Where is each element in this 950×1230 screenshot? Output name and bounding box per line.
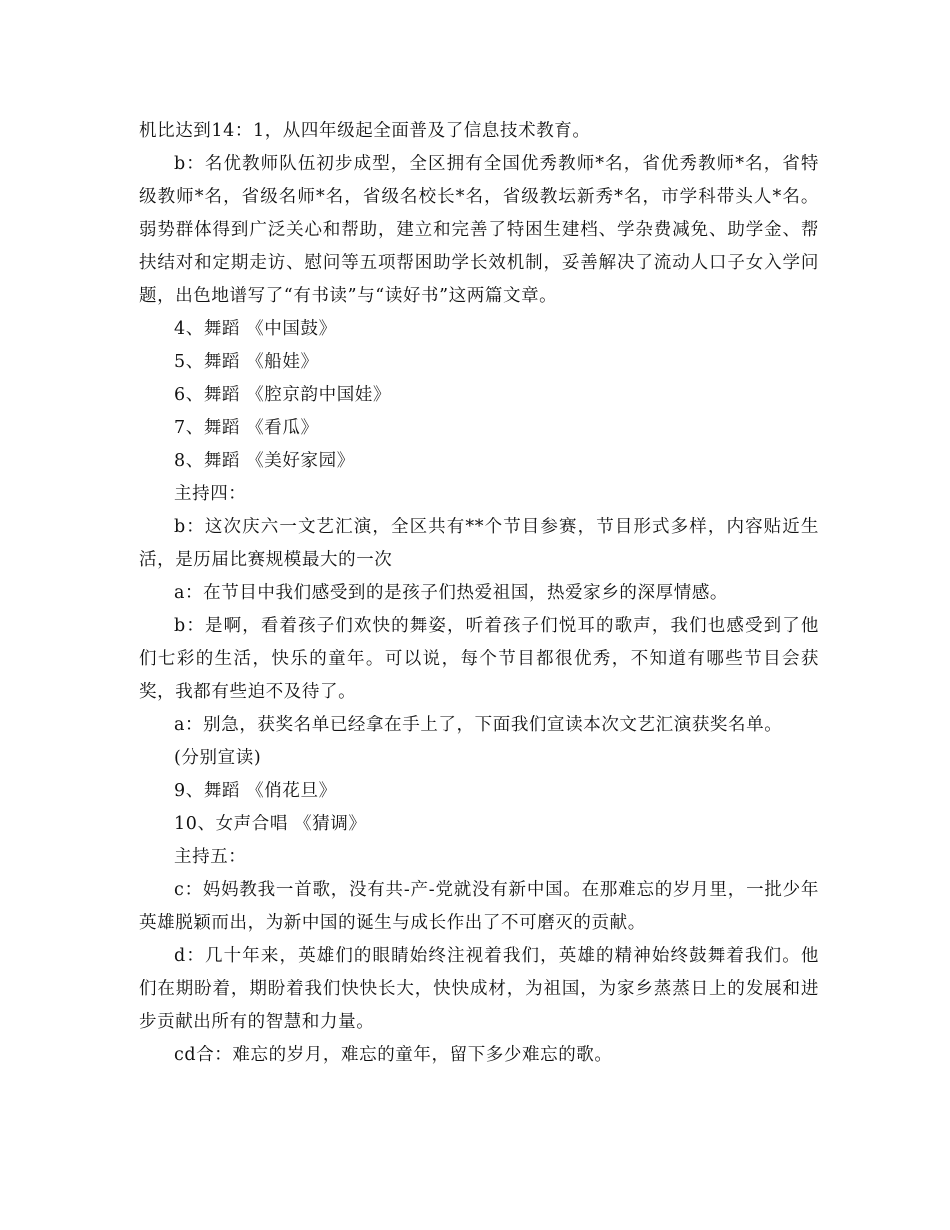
program-item: 7、舞蹈 《看瓜》: [174, 418, 319, 438]
program-item: 10、女声合唱 《猜调》: [174, 814, 367, 834]
document-body: [139, 115, 819, 1072]
program-item: 8、舞蹈 《美好家园》: [174, 451, 355, 471]
program-item: 4、舞蹈 《中国鼓》: [174, 319, 337, 339]
program-item: 6、舞蹈 《腔京韵中国娃》: [174, 385, 391, 405]
section-heading: 主持五：: [174, 847, 247, 867]
paragraph: c：妈妈教我一首歌，没有共-产-党就没有新中国。在那难忘的岁月里，一批少年英雄脱颖而出，为新中国的诞生与成长作出了不可磨灭的贡献。: [139, 880, 819, 933]
paragraph: 机比达到14：1，从四年级起全面普及了信息技术教育。: [139, 121, 591, 141]
stage-note: (分别宣读): [174, 748, 262, 768]
paragraph: b：这次庆六一文艺汇演，全区共有**个节目参赛，节目形式多样，内容贴近生活，是历届比赛规模最大的一次: [139, 517, 819, 570]
section-heading: 主持四：: [174, 484, 247, 504]
paragraph: a：在节目中我们感受到的是孩子们热爱祖国，热爱家乡的深厚情感。: [174, 583, 729, 603]
program-item: 9、舞蹈 《俏花旦》: [174, 781, 337, 801]
paragraph: b：是啊，看着孩子们欢快的舞姿，听着孩子们悦耳的歌声，我们也感受到了他们七彩的生活，快乐的童年。可以说，每个节目都很优秀，不知道有哪些节目会获奖，我都有些迫不及待了。: [139, 616, 819, 702]
program-item: 5、舞蹈 《船娃》: [174, 352, 319, 372]
paragraph: cd合：难忘的岁月，难忘的童年，留下多少难忘的歌。: [174, 1045, 613, 1065]
paragraph: b：名优教师队伍初步成型，全区拥有全国优秀教师*名，省优秀教师*名，省特级教师*名，省级名师*名，省级名校长*名，省级教坛新秀*名，市学科带头人*名。弱势群体得到广泛关心和帮助，建立和完善了特困生建档、学杂费减免、助学金、帮扶结对和定期走访、慰问等五项帮困助学长效机制，妥善解决了流动人口子女入学问题，出色地谱写了“有书读”与“读好书”这两篇文章。: [139, 154, 819, 306]
paragraph: a：别急，获奖名单已经拿在手上了，下面我们宣读本次文艺汇演获奖名单。: [174, 715, 783, 735]
paragraph: d：几十年来，英雄们的眼睛始终注视着我们，英雄的精神始终鼓舞着我们。他们在期盼着，期盼着我们快快长大，快快成材，为祖国，为家乡蒸蒸日上的发展和进步贡献出所有的智慧和力量。: [139, 946, 819, 1032]
